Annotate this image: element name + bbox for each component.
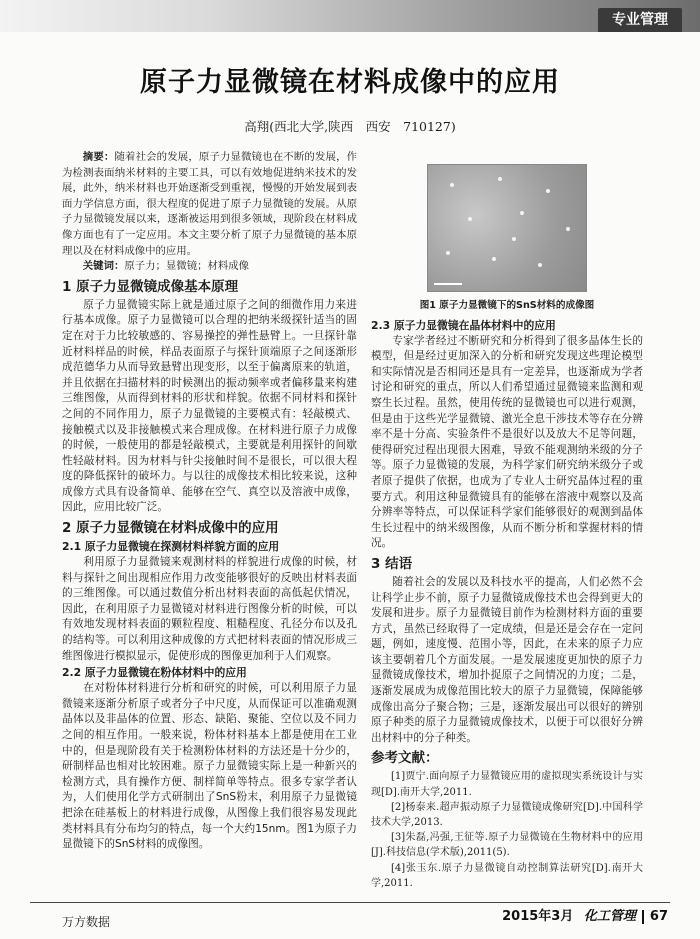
references-heading: 参考文献： bbox=[371, 750, 439, 767]
figure-caption: 图1 原子力显微镜下的SnS材料的成像图 bbox=[419, 300, 595, 311]
footer-separator bbox=[642, 910, 644, 924]
figure-particle bbox=[468, 217, 472, 221]
section-2-1-heading: 2.1 原子力显微镜在探测材料样貌方面的应用 bbox=[62, 540, 280, 554]
section-3-paragraph: 随着社会的发展以及科技水平的提高，人们必然不会让科学止步不前，原子力显微镜成像技术也会得到更大的发展和进步。原子力显微镜目前作为检测材料方面的重要方式，虽然已经取得了一定成绩，但是还是会存在一定问题，例如，速度慢、范围小等，因此，在未来的原子力应该主要朝着几个方面发展。一是发展速度更加快的原子力显微镜成像技术，增加扑捉原子之间情况的力度；二是，逐渐发展成为成像范围比较大的原子力显微镜，保障能够成像出高分子聚合物；三是，逐渐发展出可以很好的辨别原子种类的原子力显微镜成像技术，以便于可以很好分辨出材料中的分子种类。 bbox=[371, 575, 643, 744]
footer-source: 万方数据 bbox=[62, 915, 111, 929]
header-strip bbox=[0, 0, 700, 32]
figure-particle bbox=[520, 211, 524, 215]
right-column bbox=[371, 150, 643, 891]
abstract bbox=[62, 150, 357, 259]
section-2-3-heading: 2.3 原子力显微镜在晶体材料中的应用 bbox=[371, 318, 556, 332]
figure-particle bbox=[566, 227, 570, 231]
keywords-text: 原子力；显微镜；材料成像 bbox=[124, 260, 250, 273]
footer-journal-name: 化工管理 bbox=[583, 909, 636, 924]
abstract-label: 摘要： bbox=[82, 151, 115, 163]
figure-particle bbox=[498, 177, 502, 181]
left-column bbox=[62, 150, 357, 853]
keywords-label: 关键词： bbox=[82, 260, 125, 273]
section-2-3-paragraph: 专家学者经过不断研究和分析得到了很多晶体生长的模型，但是经过更加深入的分析和研究发现这些理论模型和实际情况是否相同还是具有一定差异，也逐渐成为学者讨论和研究的重点，所以人们希望通过显微镜来监测和观察生长过程。虽然，使用传统的显微镜也可以进行观测，但是由于这些光学显微镜、激光全息干涉技术等存在分辨率不是十分高、实验条件不是很好以及放大不足等问题，使得研究过程出现很大困难，导致不能观测纳米级的分子等。原子力显微镜的发展，为科学家们研究纳米级分子或者原子提供了依据，也成为了专业人士研究晶体过程的重要方式。利用这种显微镜具有的能够在溶液中观察以及高分辨率等特点，可以保证科学家们能够很好的观测到晶体生长过程中的纳米级图像，从而不断分析和掌握材料的情况。 bbox=[371, 334, 643, 550]
reference-item: [2]杨泰来.超声振动原子力显微镜成像研究[D].中国科学技术大学,2013. bbox=[371, 801, 643, 829]
reference-item: [3]朱磊,冯强,王征等.原子力显微镜在生物材料中的应用[J].科技信息(学术版),2011(5). bbox=[371, 832, 643, 859]
figure-particle bbox=[492, 257, 496, 261]
abstract-text: 随着社会的发展，原子力显微镜也在不断的发展，作为检测表面纳米材料的主要工具，可以有效地促进纳米技术的发展，此外，纳米材料也开始逐渐受到重视，慢慢的开始发展到表面力学信息方面，很大程度的促进了原子力显微镜的发展。从原子力显微镜发展以来，逐渐被运用到很多领域，现阶段在材料成像方面也有了一定应用。本文主要分析了原子力显微镜的基本原理以及在材料成像中的应用。 bbox=[62, 151, 358, 257]
scale-bar bbox=[434, 283, 462, 285]
references-list bbox=[371, 769, 643, 891]
figure-particle bbox=[446, 251, 450, 255]
figure-particle bbox=[512, 237, 516, 241]
reference-item: [1]贾宁.面向原子力显微镜应用的虚拟现实系统设计与实现[D].南开大学,2011. bbox=[371, 771, 643, 798]
figure-particle bbox=[538, 263, 542, 267]
footer-rule bbox=[30, 902, 670, 903]
author-line: 高翔(西北大学,陕西 西安 710127) bbox=[244, 119, 456, 134]
section-1-paragraph: 原子力显微镜实际上就是通过原子之间的细微作用力来进行基本成像。原子力显微镜可以合理的把纳米级探针适当的固定在对于力比较敏感的、容易操控的弹性悬臂上。一旦探针靠近材料样品的时候，样品表面原子与探针顶端原子之间逐渐形成范德华力从而导致悬臂出现变形，以至于偏离原来的轨道，并且依据在扫描材料的时候测出的振动频率或者偏移量来构建三维图像，从而得到材料的形状和样貌。依据不同材料和探针之间的不同作用力，原子力显微镜的主要模式有：轻敲模式、接触模式以及非接触模式来合理成像。在材料进行原子力成像的时候，一般使用的都是轻敲模式，主要就是利用探针的间歇性轻敲材料。因为材料与针尖接触时间不是很长，可以很大程度的降低探针的破坏力。与以往的成像技术相比较来说，这种成像方式具有设备简单、能够在空气、真空以及溶液中成像，因此，应用比较广泛。 bbox=[62, 298, 357, 514]
section-2-2-paragraph: 在对粉体材料进行分析和研究的时候，可以利用原子力显微镜来逐渐分析原子或者分子中尺度，从而保证可以准确观测晶体以及非晶体的位置、形态、缺陷、聚能、空位以及不同力之间的相互作用。一般来说，粉体材料基本上都是使用在工业中的，但是现阶段有关于检测粉体材料的方法还是十分少的，研制样品也相对比较困难。原子力显微镜实际上是一种新兴的检测方式，具有操作方便、制样简单等特点。很多专家学者认为，人们使用化学方式研制出了SnS粉末，利用原子力显微镜把涂在硅基板上的材料进行成像，从图像上我们很容易发现此类材料具有分布均匀的特点，每一个大约15nm。图1为原子力显微镜下的SnS材料的成像图。 bbox=[62, 682, 357, 851]
section-2-1-paragraph: 利用原子力显微镜来观测材料的样貌进行成像的时候，材料与探针之间出现相应作用力改变能够很好的反映出材料表面的三维图像。可以通过数值分析出材料表面的高低起伏情况，因此，在利用原子力显微镜对材料进行图像分析的时候，可以有效地发现材料表面的颗粒程度、粗糙程度、孔径分布以及孔的结构等。可以利用这种成像的方式把材料表面的情况形成三维图像进行模拟显示，促使形成的图像更加利于人们观察。 bbox=[62, 556, 357, 662]
reference-item: [4]张玉东.原子力显微镜自动控制算法研究[D].南开大学,2011. bbox=[371, 862, 643, 889]
afm-image-figure bbox=[427, 164, 587, 292]
section-2-2-heading: 2.2 原子力显微镜在粉体材料中的应用 bbox=[62, 666, 247, 680]
section-3-heading: 3 结语 bbox=[371, 555, 413, 572]
figure-particle bbox=[546, 189, 550, 193]
section-1-heading: 1 原子力显微镜成像基本原理 bbox=[62, 278, 239, 295]
footer-page-number: 67 bbox=[649, 909, 668, 924]
section-tag: 专业管理 bbox=[598, 8, 682, 32]
keywords bbox=[62, 259, 357, 275]
footer-issue-info bbox=[502, 905, 668, 924]
footer-issue-date: 2015年3月 bbox=[502, 909, 574, 924]
section-2-heading: 2 原子力显微镜在材料成像中的应用 bbox=[62, 520, 279, 537]
article-title: 原子力显微镜在材料成像中的应用 bbox=[140, 67, 560, 98]
figure-particle bbox=[450, 183, 454, 187]
